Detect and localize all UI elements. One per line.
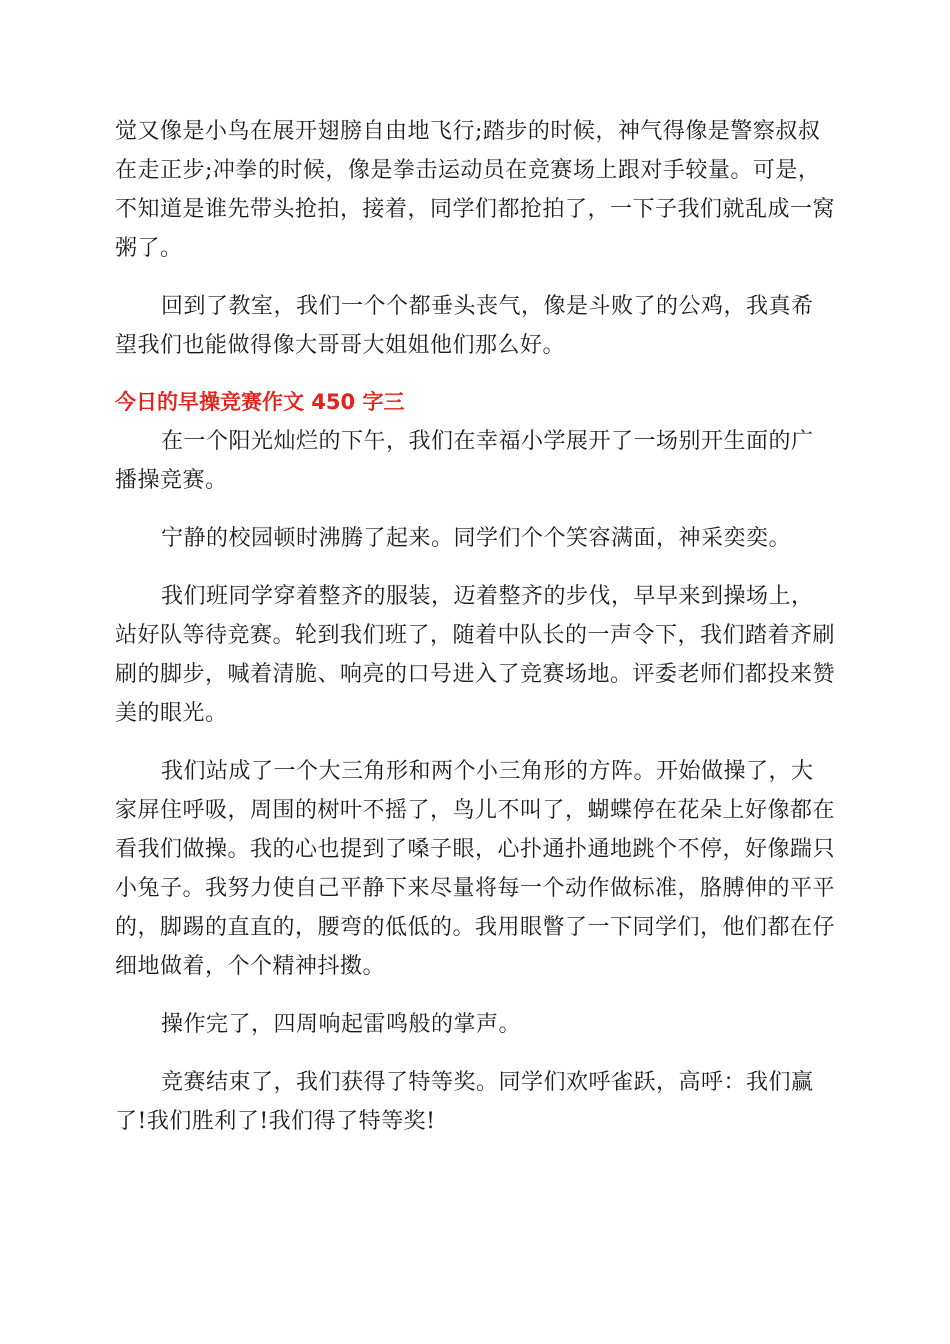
paragraph: 宁静的校园顿时沸腾了起来。同学们个个笑容满面，神采奕奕。	[161, 526, 792, 551]
paragraph: 竞赛结束了，我们获得了特等奖。同学们欢呼雀跃，高呼：我们赢了!我们胜利了!我们得了特等奖!	[115, 1070, 814, 1134]
document-page	[115, 112, 835, 1160]
paragraph: 我们站成了一个大三角形和两个小三角形的方阵。开始做操了，大家屏住呼吸，周围的树叶不摇了，鸟儿不叫了，蝴蝶停在花朵上好像都在看我们做操。我的心也提到了嗓子眼，心扑通扑通地跳个不停，好像踹只小兔子。我努力使自己平静下来尽量将每一个动作做标准，胳膊伸的平平的，脚踢的直直的，腰弯的低低的。我用眼瞥了一下同学们，他们都在仔细地做着，个个精神抖擞。	[115, 759, 836, 979]
paragraph: 回到了教室，我们一个个都垂头丧气，像是斗败了的公鸡，我真希望我们也能做得像大哥哥大姐姐他们那么好。	[115, 294, 814, 358]
paragraph: 在一个阳光灿烂的下午，我们在幸福小学展开了一场别开生面的广播操竞赛。	[115, 429, 814, 493]
paragraph: 我们班同学穿着整齐的服装，迈着整齐的步伐，早早来到操场上，站好队等待竞赛。轮到我们班了，随着中队长的一声令下，我们踏着齐刷刷的脚步，喊着清脆、响亮的口号进入了竞赛场地。评委老师们都投来赞美的眼光。	[115, 584, 836, 726]
paragraph-continuation: 觉又像是小鸟在展开翅膀自由地飞行;踏步的时候，神气得像是警察叔叔在走正步;冲拳的时候，像是拳击运动员在竞赛场上跟对手较量。可是，不知道是谁先带头抢拍，接着，同学们都抢拍了，一下子我们就乱成一窝粥了。	[115, 119, 836, 261]
section-heading: 今日的早操竞赛作文 450 字三	[115, 390, 405, 414]
paragraph: 操作完了，四周响起雷鸣般的掌声。	[161, 1012, 522, 1037]
